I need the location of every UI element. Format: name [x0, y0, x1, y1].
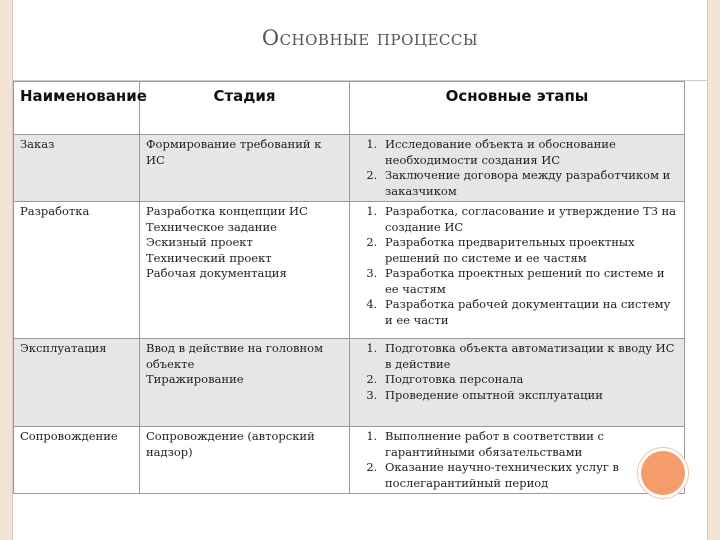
table-row — [14, 202, 685, 339]
stage-item: Разработка концепции ИС — [146, 204, 308, 218]
step-item: 4. Разработка рабочей документации на систему и ее части — [381, 297, 678, 328]
stage-cell — [140, 135, 350, 202]
step-item: 3. Разработка проектных решений по системе и ее частям — [381, 266, 678, 297]
steps-cell — [350, 339, 685, 427]
right-decor-strip — [708, 0, 720, 540]
step-item: 2. Заключение договора между разработчиком и заказчиком — [381, 168, 678, 199]
process-name-cell: Разработка — [14, 202, 140, 339]
stage-item: Эскизный проект — [146, 235, 253, 249]
stage-item: Ввод в действие на головном объекте — [146, 341, 324, 371]
step-item: 2. Оказание научно-технических услуг в послегарантийный период — [381, 460, 678, 491]
step-item: 2. Подготовка персонала — [381, 372, 678, 388]
steps-cell — [350, 202, 685, 339]
step-item: 3. Проведение опытной эксплуатации — [381, 388, 678, 404]
table-row — [14, 427, 685, 494]
table-row — [14, 135, 685, 202]
header-name: Наименование — [14, 82, 140, 135]
stage-item: Тиражирование — [146, 372, 244, 386]
process-name-cell: Сопровождение — [14, 427, 140, 494]
decorative-circle — [641, 451, 685, 495]
process-name-cell: Заказ — [14, 135, 140, 202]
step-item: 1. Выполнение работ в соответствии с гарантийными обязательствами — [381, 429, 678, 460]
step-item: 1. Разработка, согласование и утверждение ТЗ на создание ИС — [381, 204, 678, 235]
stage-cell — [140, 427, 350, 494]
steps-list — [356, 429, 678, 491]
stage-cell — [140, 339, 350, 427]
steps-list — [356, 341, 678, 403]
steps-cell — [350, 427, 685, 494]
table-body — [14, 135, 685, 494]
step-item: 1. Исследование объекта и обоснование необходимости создания ИС — [381, 137, 678, 168]
steps-list — [356, 204, 678, 328]
table-row — [14, 339, 685, 427]
table-header-row — [14, 82, 685, 135]
stage-cell — [140, 202, 350, 339]
step-item: 2. Разработка предварительных проектных решений по системе и ее частям — [381, 235, 678, 266]
steps-cell — [350, 135, 685, 202]
processes-table — [13, 81, 685, 494]
header-steps: Основные этапы — [350, 82, 685, 135]
stage-item: Рабочая документация — [146, 266, 287, 280]
left-decor-strip — [0, 0, 12, 540]
steps-list — [356, 137, 678, 199]
stage-item: Сопровождение (авторский надзор) — [146, 429, 315, 459]
step-item: 1. Подготовка объекта автоматизации к вводу ИС в действие — [381, 341, 678, 372]
process-name-cell: Эксплуатация — [14, 339, 140, 427]
stage-item: Техническое задание — [146, 219, 277, 234]
header-stage: Стадия — [140, 82, 350, 135]
stage-item: Технический проект — [146, 250, 272, 265]
slide-title: Основные процессы — [261, 26, 479, 50]
stage-item: Формирование требований к ИС — [146, 137, 322, 167]
